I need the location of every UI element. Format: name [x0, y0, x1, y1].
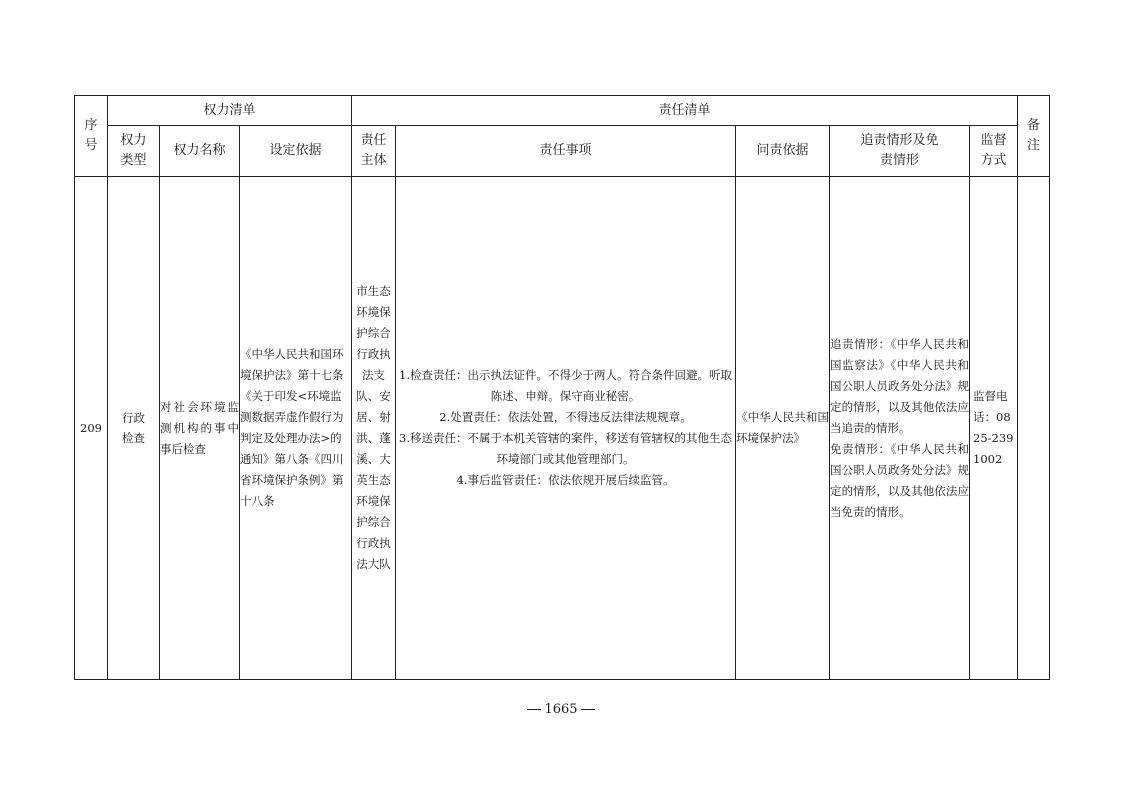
header-remark: 备注	[1018, 96, 1050, 177]
header-responsibility-list: 责任清单	[352, 96, 1018, 126]
cell-basis: 《中华人民共和国环境保护法》第十七条《关于印发<环境监测数据弄虚作假行为判定及处理办法>的通知》第八条《四川省环境保护条例》第十八条	[240, 177, 352, 680]
cell-subject: 市生态环境保护综合行政执法支队、安居、射洪、蓬溪、大英生态环境保护综合行政执法大队	[352, 177, 396, 680]
pursue-text: 追责情形：《中华人民共和国监察法》《中华人民共和国公职人员政务处分法》规定的情形，以及其他依法应当追责的情形。	[830, 336, 969, 435]
cell-accountability-basis: 《中华人民共和国环境保护法》	[736, 177, 830, 680]
header-seq: 序号	[75, 96, 108, 177]
power-responsibility-table	[74, 95, 1050, 680]
header-resp-items: 责任事项	[396, 126, 736, 177]
resp-item: 1.检查责任：出示执法证件。不得少于两人。符合条件回避。听取陈述、申辩。保守商业秘密。	[399, 368, 732, 403]
cell-supervision: 监督电话：0825-2391002	[970, 177, 1018, 680]
resp-item: 4.事后监管责任：依法依规开展后续监管。	[456, 473, 675, 487]
header-row-group	[75, 96, 1050, 126]
cell-resp-items	[396, 177, 736, 680]
cell-pursue-exempt	[830, 177, 970, 680]
page-number: 1665	[544, 702, 578, 717]
footer-dash-left	[527, 709, 541, 710]
header-subject: 责任主体	[352, 126, 396, 177]
header-power-name: 权力名称	[160, 126, 240, 177]
header-power-type: 权力类型	[108, 126, 160, 177]
resp-item: 3.移送责任：不属于本机关管辖的案件，移送有管辖权的其他生态环境部门或其他管理部门。	[399, 431, 732, 466]
resp-item: 2.处置责任：依法处置，不得违反法律法规规章。	[439, 410, 692, 424]
page-footer	[0, 702, 1122, 717]
cell-power-type: 行政检查	[108, 177, 160, 680]
header-supervision: 监督方式	[970, 126, 1018, 177]
exempt-text: 免责情形：《中华人民共和国公职人员政务处分法》规定的情形，以及其他依法应当免责的情形。	[830, 441, 969, 519]
header-power-list: 权力清单	[108, 96, 352, 126]
footer-dash-right	[581, 709, 595, 710]
header-accountability-basis: 问责依据	[736, 126, 830, 177]
cell-power-name: 对社会环境监测机构的事中事后检查	[160, 177, 240, 680]
header-pursue-exempt: 追责情形及免责情形	[830, 126, 970, 177]
cell-remark	[1018, 177, 1050, 680]
header-basis: 设定依据	[240, 126, 352, 177]
cell-seq: 209	[75, 177, 108, 680]
header-row-columns	[75, 126, 1050, 177]
table-row	[75, 177, 1050, 680]
